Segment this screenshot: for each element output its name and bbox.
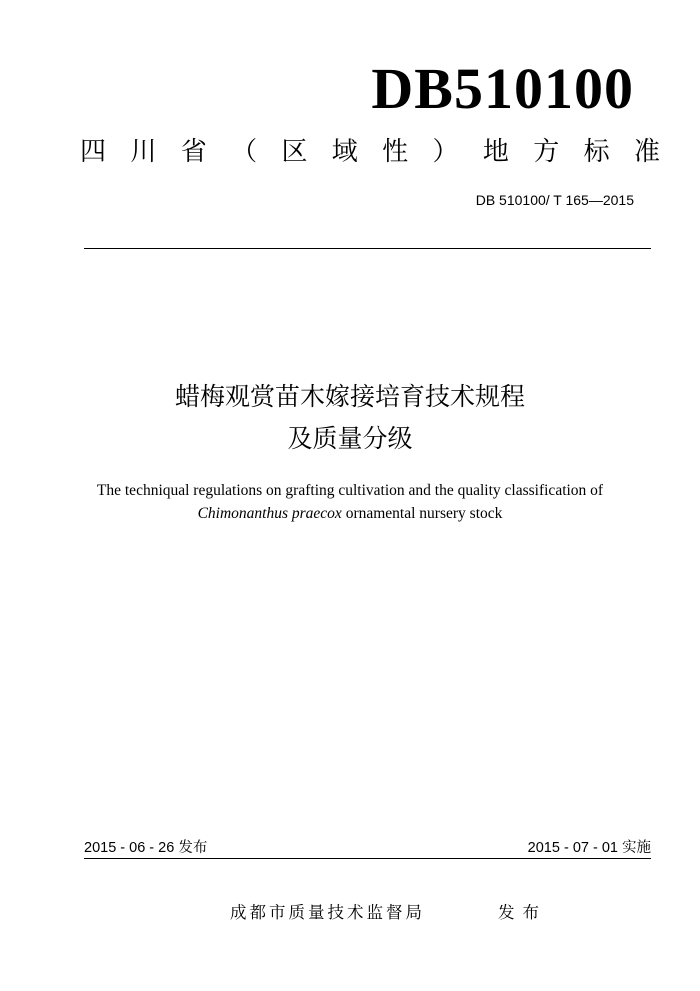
standard-number: DB 510100/ T 165—2015	[475, 192, 634, 208]
footer-divider	[84, 858, 651, 859]
issuing-action: 发布	[498, 903, 547, 922]
category-char: 性	[382, 137, 409, 167]
title-english-line-2	[0, 503, 700, 525]
title-english-rest: ornamental nursery stock	[341, 505, 503, 522]
category-char: 域	[331, 137, 358, 167]
category-char: 川	[130, 137, 157, 167]
category-char: 地	[482, 137, 509, 167]
title-english-line-1: The techniqual regulations on grafting cultivation and the quality classification of	[96, 482, 604, 499]
category-char: （	[231, 137, 258, 167]
header-divider	[84, 248, 651, 249]
category-char: 准	[633, 137, 660, 167]
category-char: 四	[80, 137, 107, 167]
category-char: 省	[180, 137, 207, 167]
category-char: ）	[432, 137, 459, 167]
category-char: 方	[533, 137, 560, 167]
standard-code: DB510100	[371, 56, 634, 121]
title-chinese-line-1: 蜡梅观赏苗木嫁接培育技术规程	[174, 382, 525, 411]
implement-date: 2015 - 07 - 01 实施	[527, 840, 651, 856]
category-char: 标	[583, 137, 610, 167]
title-chinese-line-2: 及质量分级	[287, 424, 413, 453]
category-char: 区	[281, 137, 308, 167]
species-name: Chimonanthus praecox	[197, 505, 342, 522]
issuing-authority: 成都市质量技术监督局	[230, 903, 425, 922]
publish-date: 2015 - 06 - 26 发布	[84, 840, 208, 856]
date-row	[84, 838, 651, 858]
standard-category	[80, 134, 660, 170]
